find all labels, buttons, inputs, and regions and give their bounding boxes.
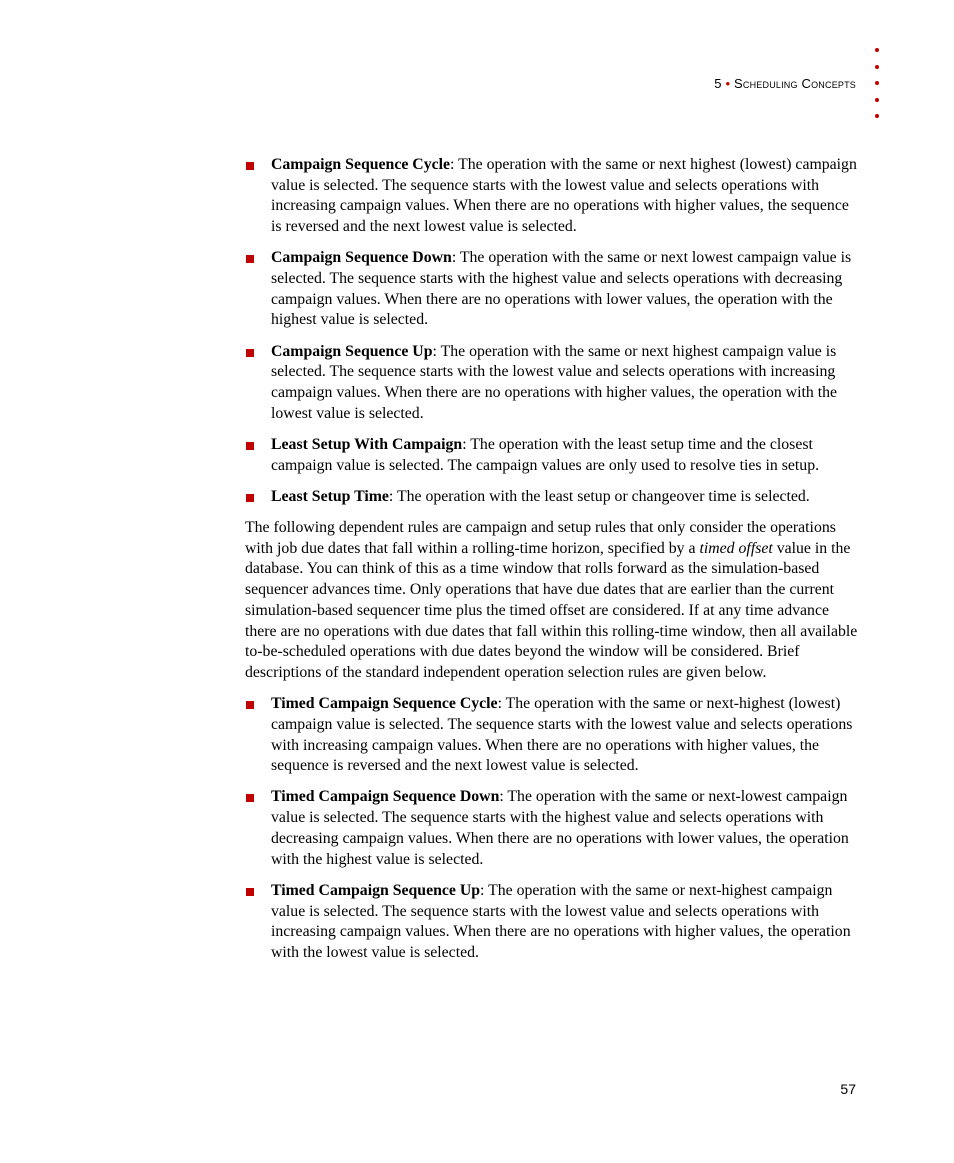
rule-term: Timed Campaign Sequence Cycle	[271, 695, 498, 713]
bullet-list-timed-rules	[245, 694, 858, 963]
paragraph-text-before: The following dependent rules are campaign and setup rules that only consider the operations with job due dates that fall within a rolling-time horizon, specified by a	[245, 519, 836, 557]
margin-dot-decoration	[872, 48, 882, 131]
dot-icon	[875, 81, 879, 85]
rule-description: : The operation with the least setup time and the closest campaign value is selected. The campaign values are only used to resolve ties in setup.	[271, 435, 820, 474]
list-item	[245, 342, 858, 425]
rule-description: : The operation with the same or next-highest (lowest) campaign value is selected. The sequence starts with the lowest value and selects operations with increasing campaign values. When there are no operations with higher values, the sequence is reversed and the next lowest value is selected.	[271, 695, 853, 775]
list-item	[245, 435, 858, 476]
rule-description: : The operation with the same or next highest (lowest) campaign value is selected. The sequence starts with the lowest value and selects operations with increasing campaign values. When there are no operations with higher values, the sequence is reversed and the next lowest value is selected.	[271, 156, 857, 236]
page-number: 57	[840, 1081, 856, 1097]
dot-icon	[875, 98, 879, 102]
rule-term: Campaign Sequence Up	[271, 342, 433, 360]
square-bullet-icon	[246, 794, 254, 802]
list-item	[245, 881, 858, 964]
list-item	[245, 155, 858, 238]
bullet-list-campaign-rules	[245, 155, 858, 508]
rule-description: : The operation with the same or next highest campaign value is selected. The sequence starts with the lowest value and selects operations with increasing campaign values. When there are no operations with higher values, the operation with the lowest value is selected.	[271, 342, 838, 422]
paragraph-emphasis: timed offset	[699, 539, 773, 557]
square-bullet-icon	[246, 888, 254, 896]
chapter-number: 5	[714, 76, 722, 91]
header-separator: •	[725, 76, 731, 91]
square-bullet-icon	[246, 701, 254, 709]
dot-icon	[875, 114, 879, 118]
running-header	[714, 76, 856, 91]
list-item	[245, 787, 858, 870]
paragraph-text-after: value in the database. You can think of this as a time window that rolls forward as the simulation-based sequencer advances time. Only operations that have due dates that are earlier than the current simulation-based sequencer time plus the timed offset are considered. If at any time advance there are no operations with due dates that fall within this rolling-time window, then all available to-be-scheduled operations with due dates beyond the window will be considered. Brief descriptions of the standard independent operation selection rules are given below.	[245, 539, 858, 681]
body-paragraph	[245, 518, 858, 684]
rule-term: Least Setup With Campaign	[271, 435, 463, 453]
list-item	[245, 248, 858, 331]
rule-description: : The operation with the same or next lowest campaign value is selected. The sequence starts with the highest value and selects operations with decreasing campaign values. When there are no operations with lower values, the operation with the highest value is selected.	[271, 249, 852, 329]
rule-term: Campaign Sequence Cycle	[271, 156, 451, 173]
rule-description: : The operation with the least setup or changeover time is selected.	[388, 487, 810, 505]
rule-term: Least Setup Time	[271, 487, 389, 505]
rule-description: : The operation with the same or next-highest campaign value is selected. The sequence starts with the lowest value and selects operations with increasing campaign values. When there are no operations with higher values, the operation with the lowest value is selected.	[271, 881, 851, 961]
rule-description: : The operation with the same or next-lowest campaign value is selected. The sequence starts with the highest value and selects operations with decreasing campaign values. When there are no operations with lower values, the operation with the highest value is selected.	[271, 788, 849, 868]
rule-term: Timed Campaign Sequence Down	[271, 788, 500, 806]
square-bullet-icon	[246, 162, 254, 170]
square-bullet-icon	[246, 494, 254, 502]
dot-icon	[875, 65, 879, 69]
list-item	[245, 487, 858, 508]
square-bullet-icon	[246, 255, 254, 263]
rule-term: Timed Campaign Sequence Up	[271, 881, 481, 899]
dot-icon	[875, 48, 879, 52]
list-item	[245, 694, 858, 777]
square-bullet-icon	[246, 349, 254, 357]
chapter-title: Scheduling Concepts	[734, 76, 856, 91]
square-bullet-icon	[246, 442, 254, 450]
page-body	[245, 155, 858, 974]
rule-term: Campaign Sequence Down	[271, 249, 452, 267]
